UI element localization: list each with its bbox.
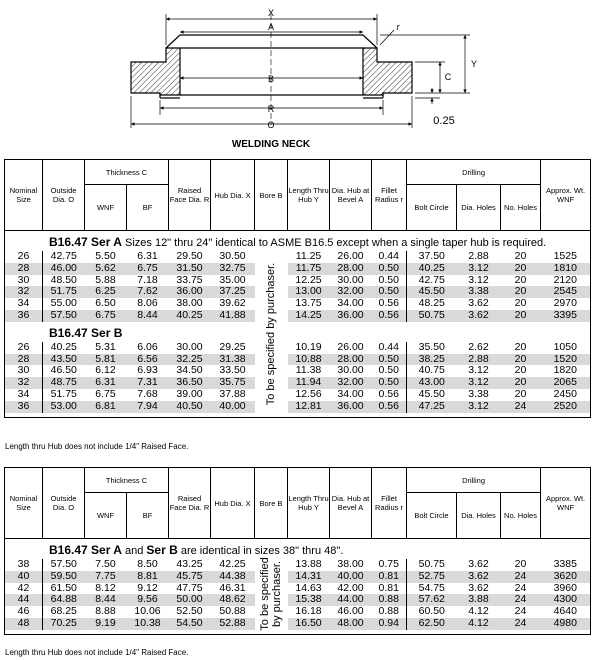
cell-bevel: 28.00 bbox=[330, 263, 372, 275]
cell-bolt: 38.25 bbox=[407, 354, 457, 366]
cell-fillet: 0.50 bbox=[372, 377, 407, 389]
cell-fillet: 0.56 bbox=[378, 387, 399, 400]
cell-bevel: 30.00 bbox=[337, 364, 364, 377]
cell-wt: 2120 bbox=[553, 273, 577, 286]
cell-length: 11.25 bbox=[295, 250, 322, 262]
cell-size: 34 bbox=[17, 297, 30, 310]
cell-bf: 8.81 bbox=[127, 571, 169, 583]
cell-bevel: 48.00 bbox=[330, 618, 372, 630]
cell-bf: 6.06 bbox=[137, 340, 158, 353]
table-row bbox=[5, 263, 591, 275]
cell-size: 26 bbox=[17, 250, 30, 262]
cell-bevel: 26.00 bbox=[337, 250, 364, 262]
cell-wt: 2970 bbox=[553, 297, 577, 310]
cell-wt: 1810 bbox=[541, 263, 591, 275]
cell-wnf: 6.75 bbox=[85, 310, 127, 322]
cell-bf: 10.06 bbox=[134, 605, 161, 618]
cell-length: 11.38 bbox=[295, 364, 322, 377]
cell-hub: 50.88 bbox=[219, 605, 246, 618]
header-bore: Bore B bbox=[255, 468, 288, 539]
label-c: C bbox=[444, 72, 452, 82]
cell-hub: 33.50 bbox=[219, 364, 246, 377]
cell-fillet: 0.81 bbox=[372, 571, 407, 583]
cell-bevel: 46.00 bbox=[337, 605, 364, 618]
cell-raised: 38.00 bbox=[176, 297, 203, 310]
cell-wnf: 5.31 bbox=[95, 340, 116, 353]
cell-bevel: 32.00 bbox=[330, 377, 372, 389]
cell-size: 46 bbox=[17, 605, 30, 618]
cell-fillet: 0.50 bbox=[372, 354, 407, 366]
cell-no: 20 bbox=[501, 286, 541, 298]
cell-wnf: 8.44 bbox=[85, 594, 127, 606]
cell-length: 12.81 bbox=[288, 401, 330, 413]
table-row bbox=[5, 618, 591, 630]
cell-bolt: 54.75 bbox=[407, 583, 457, 595]
cell-size: 42 bbox=[17, 581, 30, 594]
header-wnf: WNF bbox=[85, 493, 127, 539]
header-nominal-size: Nominal Size bbox=[5, 468, 43, 539]
cell-holes: 4.12 bbox=[457, 618, 501, 630]
cell-wt: 1820 bbox=[553, 364, 577, 377]
cell-holes: 3.12 bbox=[457, 263, 501, 275]
cell-no: 24 bbox=[501, 571, 541, 583]
cell-wt: 4640 bbox=[553, 605, 577, 618]
cell-bolt: 48.25 bbox=[407, 298, 457, 310]
cell-bf: 6.75 bbox=[127, 263, 169, 275]
cell-fillet: 0.94 bbox=[372, 618, 407, 630]
cell-hub: 35.75 bbox=[211, 377, 255, 389]
cell-holes: 3.12 bbox=[457, 401, 501, 413]
label-r: R bbox=[267, 104, 275, 114]
bore-note-text: by purchaser. bbox=[271, 561, 284, 628]
cell-raised: 40.25 bbox=[169, 310, 211, 322]
cell-bevel: 26.00 bbox=[337, 340, 364, 353]
cell-outside: 55.00 bbox=[43, 298, 85, 310]
header-hub-dia: Hub Dia. X bbox=[211, 468, 255, 539]
cell-wt: 3620 bbox=[541, 571, 591, 583]
table-row bbox=[5, 342, 591, 354]
cell-wt: 3395 bbox=[541, 310, 591, 322]
cell-fillet: 0.50 bbox=[372, 263, 407, 275]
cell-bf: 6.56 bbox=[127, 354, 169, 366]
cell-fillet: 0.88 bbox=[378, 605, 399, 618]
label-fillet-r: r bbox=[396, 22, 400, 32]
cell-length: 13.88 bbox=[295, 558, 322, 570]
label-y: Y bbox=[470, 59, 478, 69]
cell-size: 34 bbox=[17, 387, 30, 400]
header-dia-hub-bevel: Dia. Hub at Bevel A bbox=[330, 468, 372, 539]
label-a: A bbox=[267, 22, 275, 32]
cell-outside: 68.25 bbox=[43, 606, 85, 618]
cell-wt: 2065 bbox=[541, 377, 591, 389]
table-row bbox=[5, 310, 591, 322]
section-title-ser-a: B16.47 Ser A Sizes 12" thru 24" identical to ASME B16.5 except when a single taper hub is required. bbox=[49, 235, 547, 249]
cell-raised: 33.75 bbox=[176, 273, 203, 286]
cell-length: 16.50 bbox=[288, 618, 330, 630]
header-length-thru-hub: Length Thru Hub Y bbox=[288, 160, 330, 231]
cell-bevel: 28.00 bbox=[330, 354, 372, 366]
cell-outside: 70.25 bbox=[43, 618, 85, 630]
cell-size: 40 bbox=[5, 571, 43, 583]
label-b: B bbox=[267, 74, 275, 84]
cell-size: 38 bbox=[17, 558, 30, 570]
cell-bf: 7.62 bbox=[127, 286, 169, 298]
cell-raised: 47.75 bbox=[176, 581, 203, 594]
cell-length: 12.25 bbox=[295, 273, 322, 286]
table1-note: Length thru Hub does not include 1/4" Raised Face. bbox=[5, 442, 189, 451]
label-bevel: 0.25 bbox=[433, 115, 455, 127]
cell-bolt: 45.50 bbox=[407, 389, 457, 401]
drawing-title: WELDING NECK bbox=[231, 139, 311, 150]
cell-length: 14.63 bbox=[295, 581, 322, 594]
cell-hub: 31.38 bbox=[211, 354, 255, 366]
cell-wnf: 7.75 bbox=[85, 571, 127, 583]
cell-raised: 43.25 bbox=[176, 558, 203, 570]
cell-holes: 3.62 bbox=[457, 571, 501, 583]
header-dia-holes: Dia. Holes bbox=[457, 185, 501, 231]
cell-wnf: 5.81 bbox=[85, 354, 127, 366]
cell-size: 30 bbox=[17, 364, 30, 377]
header-no-holes: No. Holes bbox=[501, 185, 541, 231]
cell-holes: 3.62 bbox=[468, 297, 489, 310]
cell-bolt: 37.50 bbox=[407, 251, 457, 263]
cell-fillet: 0.56 bbox=[378, 297, 399, 310]
cell-bevel: 36.00 bbox=[330, 310, 372, 322]
header-drilling: Drilling bbox=[407, 160, 541, 185]
cell-raised: 50.00 bbox=[169, 594, 211, 606]
cell-hub: 32.75 bbox=[211, 263, 255, 275]
cell-outside: 42.75 bbox=[43, 251, 85, 263]
cell-bolt: 57.62 bbox=[407, 594, 457, 606]
cell-length: 11.75 bbox=[288, 263, 330, 275]
cell-wnf: 7.50 bbox=[95, 558, 116, 570]
cell-wnf: 8.12 bbox=[95, 581, 116, 594]
header-outside-dia: Outside Dia. O bbox=[43, 160, 85, 231]
cell-bf: 9.12 bbox=[137, 581, 158, 594]
cell-length: 15.38 bbox=[288, 594, 330, 606]
cell-fillet: 0.56 bbox=[372, 401, 407, 413]
cell-bolt: 40.25 bbox=[407, 263, 457, 275]
header-outside-dia: Outside Dia. O bbox=[43, 468, 85, 539]
cell-hub: 41.88 bbox=[211, 310, 255, 322]
cell-fillet: 0.50 bbox=[378, 273, 399, 286]
cell-bf: 6.31 bbox=[137, 250, 158, 262]
cell-holes: 3.38 bbox=[457, 286, 501, 298]
cell-bevel: 32.00 bbox=[330, 286, 372, 298]
table-row bbox=[5, 401, 591, 413]
cell-holes: 2.62 bbox=[468, 340, 489, 353]
cell-hub: 30.50 bbox=[219, 250, 246, 262]
cell-raised: 39.00 bbox=[176, 387, 203, 400]
cell-length: 16.18 bbox=[295, 605, 322, 618]
cell-outside: 46.50 bbox=[43, 365, 85, 377]
cell-bf: 9.56 bbox=[127, 594, 169, 606]
cell-no: 24 bbox=[514, 581, 527, 594]
cell-bevel: 30.00 bbox=[337, 273, 364, 286]
cell-bf: 7.68 bbox=[137, 387, 158, 400]
cell-wnf: 8.88 bbox=[95, 605, 116, 618]
cell-outside: 48.50 bbox=[43, 275, 85, 287]
cell-bevel: 38.00 bbox=[337, 558, 364, 570]
cell-length: 11.94 bbox=[288, 377, 330, 389]
cell-bf: 7.31 bbox=[127, 377, 169, 389]
cell-fillet: 0.75 bbox=[378, 558, 399, 570]
header-raised-face: Raised Face Dia. R bbox=[169, 160, 211, 231]
section-title-ser-a-b: B16.47 Ser A and Ser B are identical in sizes 38" thru 48". bbox=[49, 543, 344, 557]
cell-wnf: 6.50 bbox=[95, 297, 116, 310]
cell-bf: 7.18 bbox=[137, 273, 158, 286]
header-nominal-size: Nominal Size bbox=[5, 160, 43, 231]
cell-bolt: 42.75 bbox=[407, 275, 457, 287]
cell-bevel: 40.00 bbox=[330, 571, 372, 583]
table-row bbox=[5, 389, 591, 401]
cell-bf: 8.06 bbox=[137, 297, 158, 310]
cell-fillet: 0.44 bbox=[378, 340, 399, 353]
cell-bf: 8.44 bbox=[127, 310, 169, 322]
cell-wnf: 6.75 bbox=[95, 387, 116, 400]
cell-wnf: 9.19 bbox=[85, 618, 127, 630]
welding-neck-drawing bbox=[0, 0, 593, 155]
cell-raised: 54.50 bbox=[169, 618, 211, 630]
cell-holes: 2.88 bbox=[468, 250, 489, 262]
cell-wt: 4980 bbox=[541, 618, 591, 630]
header-raised-face: Raised Face Dia. R bbox=[169, 468, 211, 539]
cell-size: 36 bbox=[5, 401, 43, 413]
cell-wnf: 6.12 bbox=[95, 364, 116, 377]
cell-wnf: 6.31 bbox=[85, 377, 127, 389]
cell-bevel: 44.00 bbox=[330, 594, 372, 606]
cell-bevel: 34.00 bbox=[337, 387, 364, 400]
cell-wnf: 5.50 bbox=[95, 250, 116, 262]
cell-raised: 36.00 bbox=[169, 286, 211, 298]
cell-size: 36 bbox=[5, 310, 43, 322]
cell-wt: 3960 bbox=[553, 581, 577, 594]
cell-outside: 51.75 bbox=[43, 389, 85, 401]
cell-outside: 57.50 bbox=[43, 559, 85, 571]
cell-hub: 48.62 bbox=[211, 594, 255, 606]
cell-holes: 3.38 bbox=[468, 387, 489, 400]
cell-holes: 3.12 bbox=[468, 364, 489, 377]
cell-hub: 52.88 bbox=[211, 618, 255, 630]
cell-fillet: 0.88 bbox=[372, 594, 407, 606]
cell-outside: 40.25 bbox=[43, 342, 85, 354]
cell-wt: 2450 bbox=[553, 387, 577, 400]
table2-note: Length thru Hub does not include 1/4" Raised Face. bbox=[5, 648, 189, 657]
cell-holes: 2.88 bbox=[457, 354, 501, 366]
cell-no: 20 bbox=[514, 387, 527, 400]
cell-holes: 4.12 bbox=[468, 605, 489, 618]
cell-no: 24 bbox=[501, 401, 541, 413]
cell-bevel: 36.00 bbox=[330, 401, 372, 413]
header-bf: BF bbox=[127, 493, 169, 539]
cell-holes: 3.62 bbox=[457, 310, 501, 322]
cell-bevel: 42.00 bbox=[337, 581, 364, 594]
cell-no: 24 bbox=[514, 605, 527, 618]
cell-size: 30 bbox=[17, 273, 30, 286]
cell-hub: 37.25 bbox=[211, 286, 255, 298]
cell-hub: 29.25 bbox=[219, 340, 246, 353]
cell-bf: 7.94 bbox=[127, 401, 169, 413]
bore-note bbox=[255, 559, 288, 630]
cell-length: 14.25 bbox=[288, 310, 330, 322]
cell-bf: 8.50 bbox=[137, 558, 158, 570]
cell-size: 32 bbox=[5, 286, 43, 298]
cell-size: 28 bbox=[5, 354, 43, 366]
cell-no: 20 bbox=[514, 273, 527, 286]
cell-fillet: 0.50 bbox=[372, 286, 407, 298]
cell-outside: 46.00 bbox=[43, 263, 85, 275]
table-row bbox=[5, 571, 591, 583]
cell-outside: 43.50 bbox=[43, 354, 85, 366]
cell-wnf: 5.62 bbox=[85, 263, 127, 275]
header-dia-hub-bevel: Dia. Hub at Bevel A bbox=[330, 160, 372, 231]
cell-length: 14.31 bbox=[288, 571, 330, 583]
cell-bolt: 62.50 bbox=[407, 618, 457, 630]
cell-no: 20 bbox=[514, 297, 527, 310]
cell-wt: 2545 bbox=[541, 286, 591, 298]
cell-hub: 46.31 bbox=[219, 581, 246, 594]
header-bolt-circle: Bolt Circle bbox=[407, 185, 457, 231]
header-hub-dia: Hub Dia. X bbox=[211, 160, 255, 231]
cell-hub: 35.00 bbox=[219, 273, 246, 286]
cell-no: 20 bbox=[514, 250, 527, 262]
cell-fillet: 0.50 bbox=[378, 364, 399, 377]
header-bf: BF bbox=[127, 185, 169, 231]
label-o: O bbox=[267, 120, 275, 130]
cell-bolt: 35.50 bbox=[407, 342, 457, 354]
cell-outside: 53.00 bbox=[43, 401, 85, 413]
cell-holes: 3.62 bbox=[468, 581, 489, 594]
cell-bolt: 45.50 bbox=[407, 286, 457, 298]
cell-wt: 1050 bbox=[553, 340, 577, 353]
cell-holes: 3.62 bbox=[468, 558, 489, 570]
cell-size: 32 bbox=[5, 377, 43, 389]
cell-bolt: 40.75 bbox=[407, 365, 457, 377]
cell-bolt: 52.75 bbox=[407, 571, 457, 583]
section-title-ser-b: B16.47 Ser B bbox=[49, 325, 123, 340]
cell-bolt: 50.75 bbox=[407, 310, 457, 322]
cell-wt: 2520 bbox=[541, 401, 591, 413]
cell-no: 24 bbox=[501, 618, 541, 630]
cell-outside: 51.75 bbox=[43, 286, 85, 298]
cell-hub: 42.25 bbox=[219, 558, 246, 570]
cell-bf: 6.93 bbox=[137, 364, 158, 377]
cell-size: 26 bbox=[17, 340, 30, 353]
cell-wnf: 6.81 bbox=[85, 401, 127, 413]
cell-raised: 36.50 bbox=[169, 377, 211, 389]
cell-hub: 39.62 bbox=[219, 297, 246, 310]
cell-fillet: 0.81 bbox=[378, 581, 399, 594]
flange-table-26-36 bbox=[4, 159, 591, 418]
cell-wt: 1525 bbox=[553, 250, 577, 262]
header-fillet-radius: Fillet Radius r bbox=[372, 468, 407, 539]
header-length-thru-hub: Length Thru Hub Y bbox=[288, 468, 330, 539]
table1-body bbox=[5, 231, 591, 418]
cell-length: 10.88 bbox=[288, 354, 330, 366]
cell-length: 12.56 bbox=[295, 387, 322, 400]
header-bolt-circle: Bolt Circle bbox=[407, 493, 457, 539]
header-approx-wt: Approx. Wt. WNF bbox=[541, 160, 591, 231]
cell-holes: 3.88 bbox=[457, 594, 501, 606]
cell-no: 20 bbox=[514, 364, 527, 377]
cell-no: 20 bbox=[501, 310, 541, 322]
cell-no: 24 bbox=[501, 594, 541, 606]
cell-length: 13.75 bbox=[295, 297, 322, 310]
cell-raised: 31.50 bbox=[169, 263, 211, 275]
cell-holes: 3.12 bbox=[457, 377, 501, 389]
cell-outside: 59.50 bbox=[43, 571, 85, 583]
cell-fillet: 0.44 bbox=[378, 250, 399, 262]
flange-table-38-48 bbox=[4, 467, 591, 635]
cell-raised: 34.50 bbox=[176, 364, 203, 377]
cell-outside: 57.50 bbox=[43, 310, 85, 322]
cell-outside: 48.75 bbox=[43, 377, 85, 389]
cell-raised: 45.75 bbox=[169, 571, 211, 583]
cell-wnf: 5.88 bbox=[95, 273, 116, 286]
cell-bolt: 43.00 bbox=[407, 377, 457, 389]
cell-hub: 44.38 bbox=[211, 571, 255, 583]
cell-bolt: 50.75 bbox=[407, 559, 457, 571]
cell-bf: 10.38 bbox=[127, 618, 169, 630]
header-drilling: Drilling bbox=[407, 468, 541, 493]
header-thickness: Thickness C bbox=[85, 468, 169, 493]
header-dia-holes: Dia. Holes bbox=[457, 493, 501, 539]
cell-no: 20 bbox=[514, 340, 527, 353]
cell-raised: 32.25 bbox=[169, 354, 211, 366]
dimension-lines bbox=[131, 14, 470, 128]
bore-note bbox=[255, 251, 288, 417]
header-approx-wt: Approx. Wt. WNF bbox=[541, 468, 591, 539]
cell-bolt: 60.50 bbox=[407, 606, 457, 618]
bore-note-text: To be specified bbox=[259, 557, 272, 632]
cell-no: 20 bbox=[514, 558, 527, 570]
cell-raised: 52.50 bbox=[176, 605, 203, 618]
cell-raised: 40.50 bbox=[169, 401, 211, 413]
cell-size: 44 bbox=[5, 594, 43, 606]
cell-size: 28 bbox=[5, 263, 43, 275]
cell-no: 20 bbox=[501, 354, 541, 366]
bore-note-text: To be specified by purchaser. bbox=[265, 262, 278, 406]
header-wnf: WNF bbox=[85, 185, 127, 231]
header-thickness: Thickness C bbox=[85, 160, 169, 185]
cell-holes: 3.12 bbox=[468, 273, 489, 286]
cell-hub: 37.88 bbox=[219, 387, 246, 400]
cell-length: 13.00 bbox=[288, 286, 330, 298]
cell-hub: 40.00 bbox=[211, 401, 255, 413]
cell-outside: 61.50 bbox=[43, 583, 85, 595]
cell-length: 10.19 bbox=[295, 340, 322, 353]
cell-wt: 3385 bbox=[553, 558, 577, 570]
header-bore: Bore B bbox=[255, 160, 288, 231]
cell-no: 20 bbox=[501, 377, 541, 389]
cell-no: 20 bbox=[501, 263, 541, 275]
cell-bolt: 47.25 bbox=[407, 401, 457, 413]
cell-wt: 4300 bbox=[541, 594, 591, 606]
cell-size: 48 bbox=[5, 618, 43, 630]
cell-bevel: 34.00 bbox=[337, 297, 364, 310]
header-fillet-radius: Fillet Radius r bbox=[372, 160, 407, 231]
label-x: X bbox=[267, 8, 275, 18]
cell-fillet: 0.56 bbox=[372, 310, 407, 322]
cell-raised: 29.50 bbox=[176, 250, 203, 262]
header-no-holes: No. Holes bbox=[501, 493, 541, 539]
table2-body bbox=[5, 539, 591, 635]
cell-wnf: 6.25 bbox=[85, 286, 127, 298]
cell-wt: 1520 bbox=[541, 354, 591, 366]
cell-raised: 30.00 bbox=[176, 340, 203, 353]
cell-outside: 64.88 bbox=[43, 594, 85, 606]
